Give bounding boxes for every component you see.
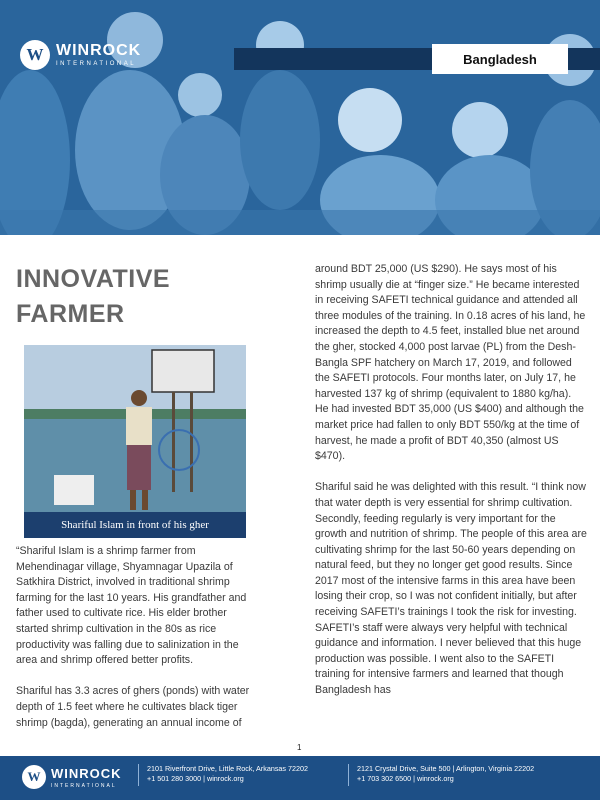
- header-photo: [0, 0, 600, 235]
- address-arlington: [348, 764, 534, 786]
- left-column-text: [16, 544, 254, 731]
- title-line-2: FARMER: [16, 300, 125, 328]
- country-label: Bangladesh: [432, 44, 568, 74]
- page-number: 1: [297, 743, 302, 752]
- right-column-text: [315, 262, 587, 699]
- address-2-line-2: +1 703 302 6500 | winrock.org: [357, 774, 454, 783]
- paragraph-quote: Shariful said he was delighted with this result. “I think now that water depth is very essential for shrimp cultivation. Secondly, feeding regularly is very important for the growth and nutrition of shrimp. The people of this area are cultivating shrimp for the last 50-60 years depending on natural feed, but they no longer get good results. Since 2017 most of the intensive farms in this area have been losing their crop, so I was not confident initially, but after receiving SAFETI’s trainings I took the risk for investing. SAFETI’s staff were always very helpful with technical guidance and information. I never believed that this huge production was possible. I went also to the SAFETI training for intensive farmers and learned that though Bangladesh has: [315, 481, 587, 697]
- address-2-line-1: 2121 Crystal Drive, Suite 500 | Arlington, Virginia 22202: [357, 764, 535, 773]
- paragraph-results: around BDT 25,000 (US $290). He says most of his shrimp usually die at “finger size.” He became interested in receiving SAFETI technical guidance and attended all three modules of the training. In 0.18 acres of his land, he increased the depth to 4.5 feet, installed blue net around the gher, stocked 4,000 post larvae (PL) from the Desh-Bangla SPF hatchery on March 17, 2019, and followed the SAFETI protocols. Four months later, on July 17, he harvested 137 kg of shrimp (equivalent to 1880 kg/ha). He had invested BDT 35,000 (US $400) and although the market price had fallen to only BDT 550/kg at the time of harvest, he made a profit of BDT 40,350 (almost US $470).: [315, 263, 586, 463]
- footer-logo-name: WINROCK: [51, 765, 122, 781]
- footer-logo-icon: W: [22, 765, 46, 789]
- paragraph-intro: “Shariful Islam is a shrimp farmer from Mehendinagar village, Shyamnagar Upazila of Satkhira District, involved in traditional shrimp farming for the last 10 years. His grandfather and father used to cultivate rice. His elder brother started shrimp cultivation in the 80s as rice productivity was falling due to salinization in the area and shrimp offered better profits.: [16, 545, 247, 667]
- address-1-line-1: 2101 Riverfront Drive, Little Rock, Arkansas 72202: [147, 764, 308, 773]
- address-1-line-2: +1 501 280 3000 | winrock.org: [147, 774, 244, 783]
- winrock-logo: [20, 40, 141, 70]
- header-banner: [0, 0, 600, 235]
- address-little-rock: [138, 764, 308, 786]
- logo-subtitle: INTERNATIONAL: [56, 61, 137, 67]
- paragraph-ghers: Shariful has 3.3 acres of ghers (ponds) with water depth of 1.5 feet where he cultivates black tiger shrimp (bagda), generating an annual income of: [16, 685, 250, 729]
- photo-caption: Shariful Islam in front of his gher: [24, 512, 246, 538]
- logo-name: WINROCK: [56, 42, 142, 59]
- footer-logo-subtitle: INTERNATIONAL: [51, 782, 117, 789]
- page-title: [16, 262, 256, 332]
- farmer-photo-image: [24, 345, 246, 535]
- title-line-1: INNOVATIVE: [16, 265, 171, 293]
- footer: [0, 756, 600, 800]
- winrock-logo-icon: W: [20, 40, 50, 70]
- farmer-photo: [24, 345, 246, 535]
- footer-logo: [22, 765, 122, 789]
